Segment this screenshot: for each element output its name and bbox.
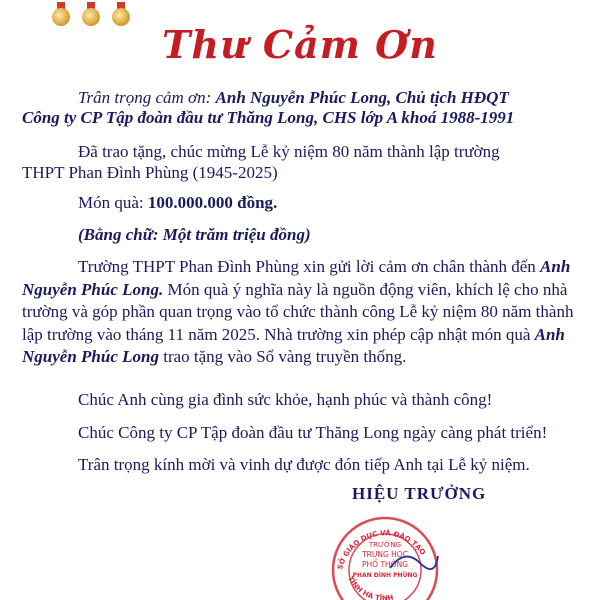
school-seal-stamp — [320, 508, 440, 600]
wish-line: Chúc Công ty CP Tập đoàn đầu tư Thăng Long ngày càng phát triển! — [78, 423, 548, 442]
seal-ring-bottom-text: TỈNH HÀ TĨNH — [346, 575, 394, 600]
gift-amount: 100.000.000 đồng. — [147, 193, 278, 212]
recipient-company: Công ty CP Tập đoàn đầu tư Thăng Long, CHS lớp A khoá 1988-1991 — [22, 108, 515, 127]
seal-line: TRƯỜNG — [368, 541, 402, 549]
seal-line: PHAN ĐÌNH PHÙNG — [352, 572, 418, 579]
seal-ring-text: SỞ GIÁO DỤC VÀ ĐÀO TẠO — [336, 529, 427, 571]
recipient-line — [78, 88, 509, 108]
body-recipient-name-2: Anh Nguyễn Phúc Long — [22, 324, 565, 366]
medal-icon — [50, 2, 72, 24]
body-recipient-name: Anh Nguyễn Phúc Long. — [22, 257, 571, 299]
medal-icon — [80, 2, 102, 24]
body-text-2: Món quà ý nghĩa này là nguồn động viên, khích lệ cho nhà trường và góp phần quan trọng vào tổ chức thành công Lễ kỷ niệm 80 năm thành lập trường vào tháng 11 năm 2025. Nhà trường xin phép cập nhật món quà — [22, 279, 574, 344]
letter-title: Thư Cảm Ơn — [162, 22, 438, 67]
recipient-name: Anh Nguyễn Phúc Long, Chủ tịch HĐQT — [215, 88, 509, 107]
occasion-line-1: Đã trao tặng, chúc mừng Lễ kỷ niệm 80 năm thành lập trường — [78, 142, 500, 161]
occasion-line-2: THPT Phan Đình Phùng (1945-2025) — [22, 163, 278, 182]
gift-label: Món quà: — [78, 193, 148, 212]
seal-line: PHỔ THÔNG — [362, 560, 408, 569]
body-paragraph — [22, 256, 578, 369]
body-text-3: trao tặng vào Sổ vàng truyền thống. — [158, 347, 407, 366]
medal-decorations — [50, 2, 132, 24]
gift-line — [78, 193, 277, 213]
wish-line: Trân trọng kính mời và vinh dự được đón tiếp Anh tại Lễ kỷ niệm. — [78, 455, 530, 474]
seal-line: TRUNG HỌC — [362, 550, 408, 559]
wish-line: Chúc Anh cùng gia đình sức khỏe, hạnh phúc và thành công! — [78, 390, 493, 409]
signature-title: HIỆU TRƯỞNG — [352, 484, 487, 503]
body-text-1: Trường THPT Phan Đình Phùng xin gửi lời cảm ơn chân thành đến — [78, 257, 541, 276]
gift-in-words: (Bằng chữ: Một trăm triệu đồng) — [78, 225, 311, 244]
medal-icon — [110, 2, 132, 24]
recipient-prefix: Trân trọng cảm ơn: — [78, 88, 216, 107]
